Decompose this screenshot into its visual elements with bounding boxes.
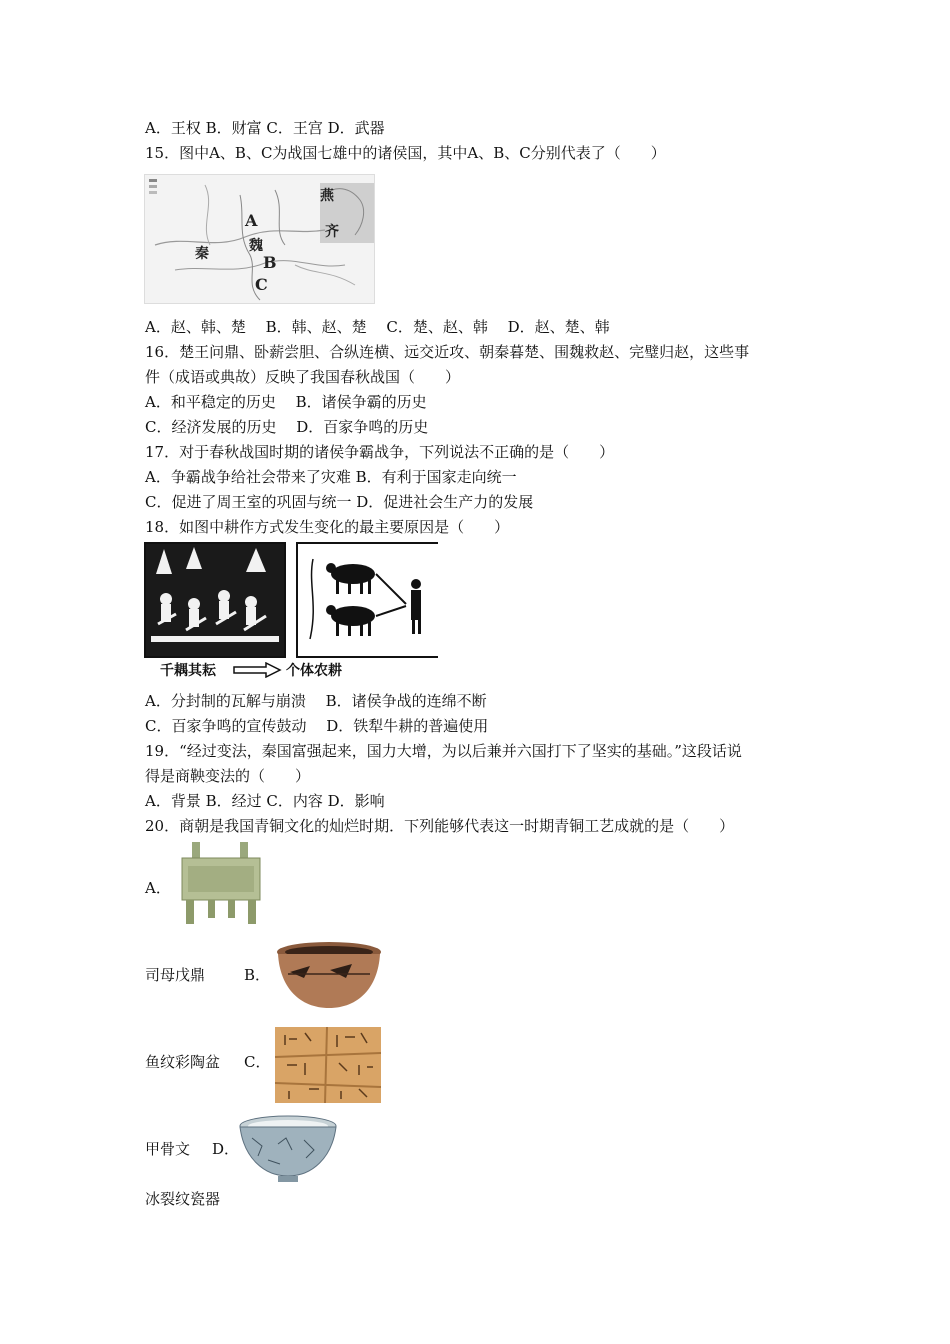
oracle-bone-drawing [275,1027,381,1103]
q20-option-a-label: A． [145,879,171,897]
q16-stem-line2: 件（成语或典故）反映了我国春秋战国（ ） [145,368,461,386]
ox-plow-drawing [298,544,438,656]
q20-option-b-label: B． [244,966,271,984]
map-label-c: C [255,275,268,294]
map-label-qi: 齐 [325,224,339,240]
q17-options-line2: C．促进了周王室的巩固与统一 D．促进社会生产力的发展 [145,493,534,511]
q16-options-line1: A．和平稳定的历史 B．诸侯争霸的历史 [145,393,427,411]
pottery-drawing [270,938,388,1014]
woodcut-drawing [146,544,284,656]
q15-options: A．赵、韩、楚 B．韩、赵、楚 C．楚、赵、韩 D．赵、楚、韩 [145,318,610,336]
q20-option-d-label: D． [212,1140,240,1158]
caption-individual-farming: 个体农耕 [286,663,342,679]
map-label-a: A [245,211,258,230]
q18-options-line2: C．百家争鸣的宣传鼓动 D．铁犁牛耕的普遍使用 [145,717,489,735]
porcelain-bowl-drawing [238,1114,338,1184]
oracle-bone-script-image [275,1027,381,1103]
map-label-wei: 魏 [249,238,263,254]
q20-option-d-name: 冰裂纹瓷器 [145,1190,221,1208]
fish-pattern-pottery-image [270,938,388,1014]
q15-stem: 15．图中A、B、C为战国七雄中的诸侯国，其中A、B、C分别代表了（ ） [145,144,666,162]
simuwu-ding-image [174,840,268,926]
q19-stem-line2: 得是商鞅变法的（ ） [145,767,311,785]
q16-options-line2: C．经济发展的历史 D．百家争鸣的历史 [145,418,429,436]
q20-option-b-name: 鱼纹彩陶盆 [145,1053,221,1071]
q20-option-c-label: C． [244,1053,271,1071]
q14-options: A．王权 B．财富 C．王宫 D．武器 [145,119,385,137]
map-label-b: B [263,253,277,272]
q18-options-line1: A．分封制的瓦解与崩溃 B．诸侯争战的连绵不断 [145,692,487,710]
ding-drawing [174,840,268,926]
q20-stem: 20．商朝是我国青铜文化的灿烂时期．下列能够代表这一时期青铜工艺成就的是（ ） [145,817,735,835]
farming-comparison-figure [144,542,438,688]
q19-stem-line1: 19．“经过变法，秦国富强起来，国力大增，为以后兼并六国打下了坚实的基础。”这段话说 [145,742,742,760]
q18-stem: 18．如图中耕作方式发生变化的最主要原因是（ ） [145,518,510,536]
q20-option-a-name: 司母戊鼎 [145,966,206,984]
right-arrow-icon [232,662,282,678]
q20-option-c-name: 甲骨文 [145,1140,191,1158]
q17-stem: 17．对于春秋战国时期的诸侯争霸战争，下列说法不正确的是（ ） [145,443,615,461]
crackle-glaze-porcelain-image [238,1114,338,1184]
warring-states-map [144,174,375,304]
map-label-qin: 秦 [195,246,209,262]
collective-farming-woodcut [144,542,286,658]
caption-collective-farming: 千耦其耘 [160,663,216,679]
q16-stem-line1: 16．楚王问鼎、卧薪尝胆、合纵连横、远交近攻、朝秦暮楚、围魏救赵、完璧归赵，这些事 [145,343,750,361]
q17-options-line1: A．争霸战争给社会带来了灾难 B．有利于国家走向统一 [145,468,517,486]
ox-plowing-woodcut [296,542,438,658]
q19-options: A．背景 B．经过 C．内容 D．影响 [145,792,385,810]
map-label-yan: 燕 [320,188,334,204]
